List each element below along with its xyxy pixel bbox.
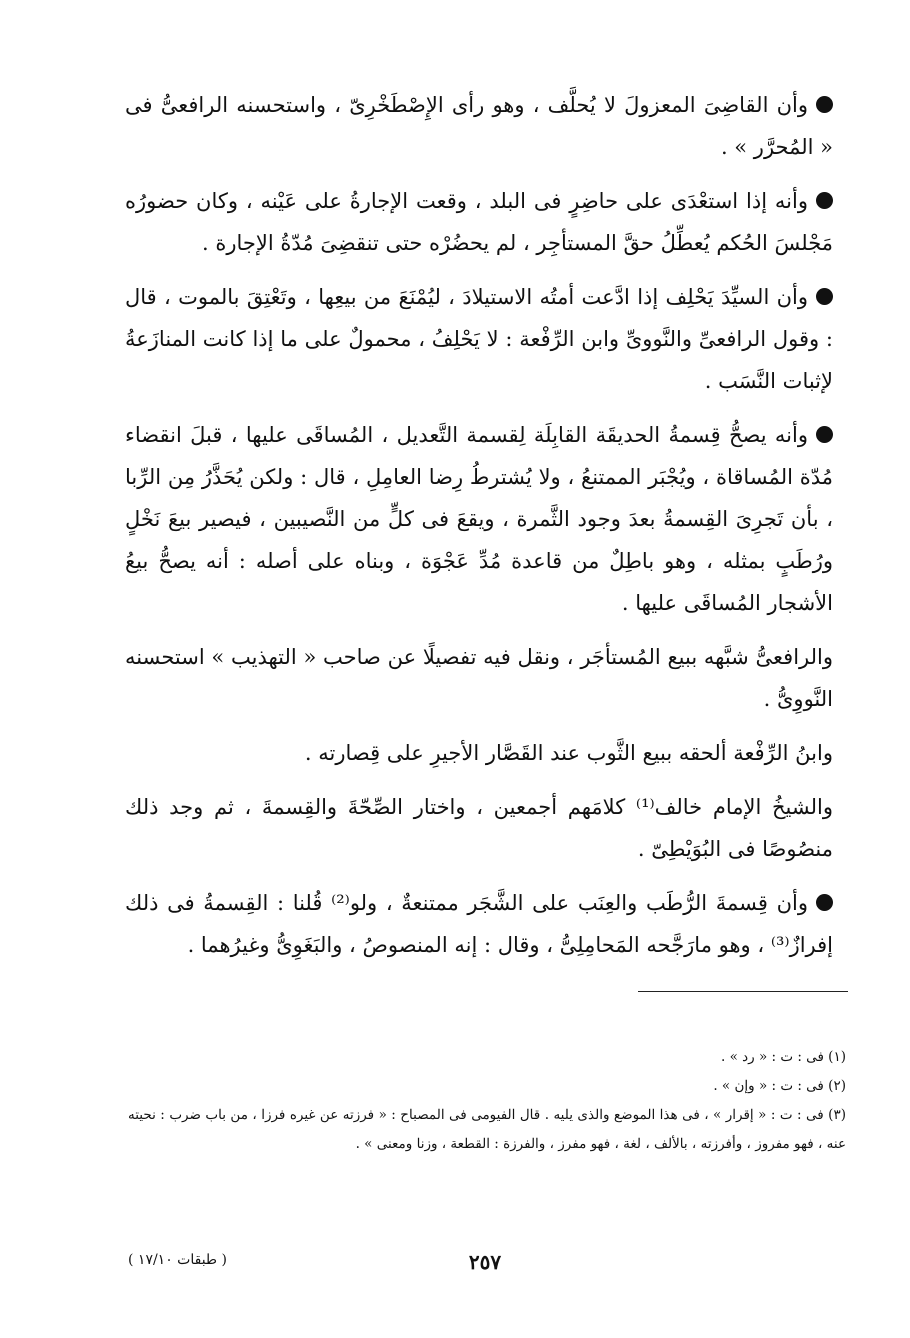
paragraph-1	[125, 84, 833, 168]
paragraph-2	[125, 180, 833, 264]
printer-signature: ( طبقات ١٧/١٠ )	[128, 1252, 227, 1268]
footnote-divider	[638, 991, 848, 992]
paragraph-text: وأنه إذا استعْدَى على حاضِرٍ فى البلد ، وقعت الإجارةُ على عَيْنه ، وكان حضورُه مَجْلسَ الحُكم يُعطِّلُ حقَّ المستأجِر ، لم يحضُرْه حتى تنقضِىَ مُدّةُ الإجارة .	[125, 189, 833, 255]
paragraph-text: وأن السيِّدَ يَحْلِف إذا ادَّعت أمتُه الاستيلادَ ، ليُمْنَعَ من بيعِها ، وتَعْتِقَ بالموت ، قال : وقول الرافعىِّ والنَّووىِّ وابن الرِّفْعة : لا يَحْلِفُ ، محمولٌ على ما إذا كانت المنازَعةُ لإثبات النَّسَب .	[125, 285, 833, 393]
footnote-1: (١) فى : ت : « رد » .	[721, 1049, 846, 1065]
bullet-icon	[816, 288, 833, 305]
paragraph-text: وأنه يصحُّ قِسمةُ الحديقَة القابِلَة لِقسمة التَّعديل ، المُساقَى عليها ، قبلَ انقضاء مُدّة المُساقاة ، ويُجْبَر الممتنعُ ، ولا يُشترطُ رِضا العامِلِ ، قال : ولكن يُحَذَّرُ مِن الرِّبا ، بأن تَجرِىَ القِسمةُ بعدَ وجود الثَّمرة ، ويقعَ فى كلٍّ من النَّصيبين ، فيصير بيعَ نَخْلٍ ورُطَبٍ بمثله ، وهو باطِلٌ من قاعدة مُدِّ عَجْوَة ، وبناه على أصله : أنه يصحُّ بيعُ الأشجار المُساقَى عليها .	[125, 423, 833, 615]
footnote-2: (٢) فى : ت : « وإن » .	[713, 1078, 846, 1094]
bullet-icon	[816, 426, 833, 443]
paragraph-4	[125, 414, 833, 624]
footnotes	[128, 1043, 846, 1159]
page-number: ٢٥٧	[468, 1250, 502, 1274]
paragraph-5	[125, 636, 833, 720]
main-text	[125, 84, 833, 978]
paragraph-8	[125, 882, 833, 966]
paragraph-7	[125, 786, 833, 870]
paragraph-text: وأن القاضِىَ المعزولَ لا يُحلَّف ، وهو رأى الإِصْطَخْرِىّ ، واستحسنه الرافعىُّ فى « المُحرَّر » .	[125, 93, 833, 159]
paragraph-text: والشيخُ الإمام خالف⁽¹⁾ كلامَهم أجمعين ، واختار الصِّحّةَ والقِسمةَ ، ثم وجد ذلك منصُوصًا فى البُوَيْطِىّ .	[125, 795, 833, 861]
paragraph-6	[125, 732, 833, 774]
paragraph-text: وابنُ الرِّفْعة ألحقه ببيع الثَّوب عند القَصَّار الأجيرِ على قِصارته .	[304, 741, 833, 765]
footnote-3: (٣) فى : ت : « إقرار » ، فى هذا الموضع والذى يليه . قال الفيومى فى المصباح : « فرزته عن غيره فرزا ، من باب ضرب : نحيته عنه ، فهو مفروز ، وأفرزته ، بالألف ، لغة ، فهو مفرز ، والفرزة : القطعة ، وزنا ومعنى » .	[128, 1107, 846, 1152]
bullet-icon	[816, 894, 833, 911]
paragraph-text: وأن قِسمةَ الرُّطَب والعِنَب على الشَّجَر ممتنعةٌ ، ولو⁽²⁾ قُلنا : القِسمةُ فى ذلك إفرازٌ⁽³⁾ ، وهو مارَجَّحه المَحامِلِىُّ ، وقال : إنه المنصوصُ ، والبَغَوِىُّ وغيرُهما .	[125, 891, 833, 957]
bullet-icon	[816, 96, 833, 113]
bullet-icon	[816, 192, 833, 209]
paragraph-3	[125, 276, 833, 402]
paragraph-text: والرافعىُّ شبَّهه ببيع المُستأجَر ، ونقل فيه تفصيلًا عن صاحب « التهذيب » استحسنه النَّووِىُّ .	[125, 645, 833, 711]
